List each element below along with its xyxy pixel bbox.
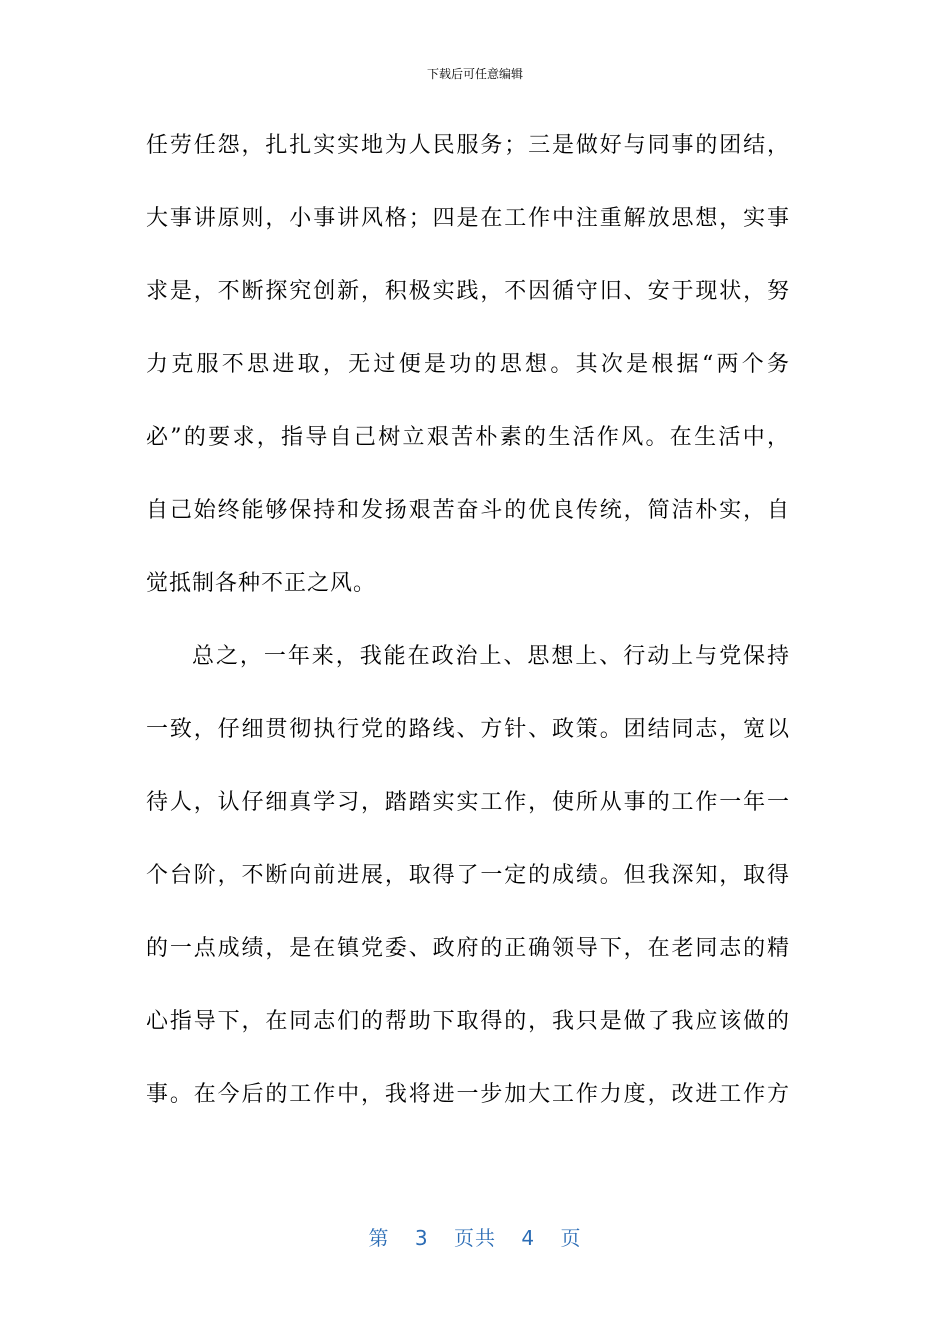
paragraph-1-line-5: 必”的要求，指导自己树立艰苦朴素的生活作风。在生活中， — [146, 425, 790, 450]
footer-middle: 页共 — [454, 1226, 496, 1250]
paragraph-2-line-2: 一致，仔细贯彻执行党的路线、方针、政策。团结同志，宽以 — [146, 717, 790, 742]
paragraph-1-line-6: 自己始终能够保持和发扬艰苦奋斗的优良传统，简洁朴实，自 — [146, 498, 790, 523]
page-footer — [0, 1226, 950, 1250]
footer-suffix: 页 — [560, 1226, 582, 1250]
paragraph-1-line-1: 任劳任怨，扎扎实实地为人民服务；三是做好与同事的团结， — [146, 133, 790, 158]
paragraph-1-line-7: 觉抵制各种不正之风。 — [146, 571, 377, 596]
paragraph-2-line-1: 总之，一年来，我能在政治上、思想上、行动上与党保持 — [192, 644, 790, 669]
paragraph-1-line-2: 大事讲原则，小事讲风格；四是在工作中注重解放思想，实事 — [146, 206, 790, 231]
paragraph-1-line-4: 力克服不思进取，无过便是功的思想。其次是根据“两个务 — [146, 352, 790, 377]
paragraph-2-line-5: 的一点成绩，是在镇党委、政府的正确领导下，在老同志的精 — [146, 936, 790, 961]
paragraph-2-line-3: 待人，认仔细真学习，踏踏实实工作，使所从事的工作一年一 — [146, 790, 790, 815]
footer-total-pages: 4 — [521, 1226, 536, 1250]
footer-prefix: 第 — [368, 1226, 390, 1250]
footer-current-page: 3 — [414, 1226, 429, 1250]
page-header: 下载后可任意编辑 — [426, 67, 523, 81]
document-body — [146, 109, 790, 1131]
paragraph-2-line-6: 心指导下，在同志们的帮助下取得的，我只是做了我应该做的 — [146, 1009, 790, 1034]
paragraph-1-line-3: 求是，不断探究创新，积极实践，不因循守旧、安于现状，努 — [146, 279, 790, 304]
paragraph-2-line-4: 个台阶，不断向前进展，取得了一定的成绩。但我深知，取得 — [146, 863, 790, 888]
paragraph-2-line-7: 事。在今后的工作中，我将进一步加大工作力度，改进工作方 — [146, 1082, 790, 1107]
